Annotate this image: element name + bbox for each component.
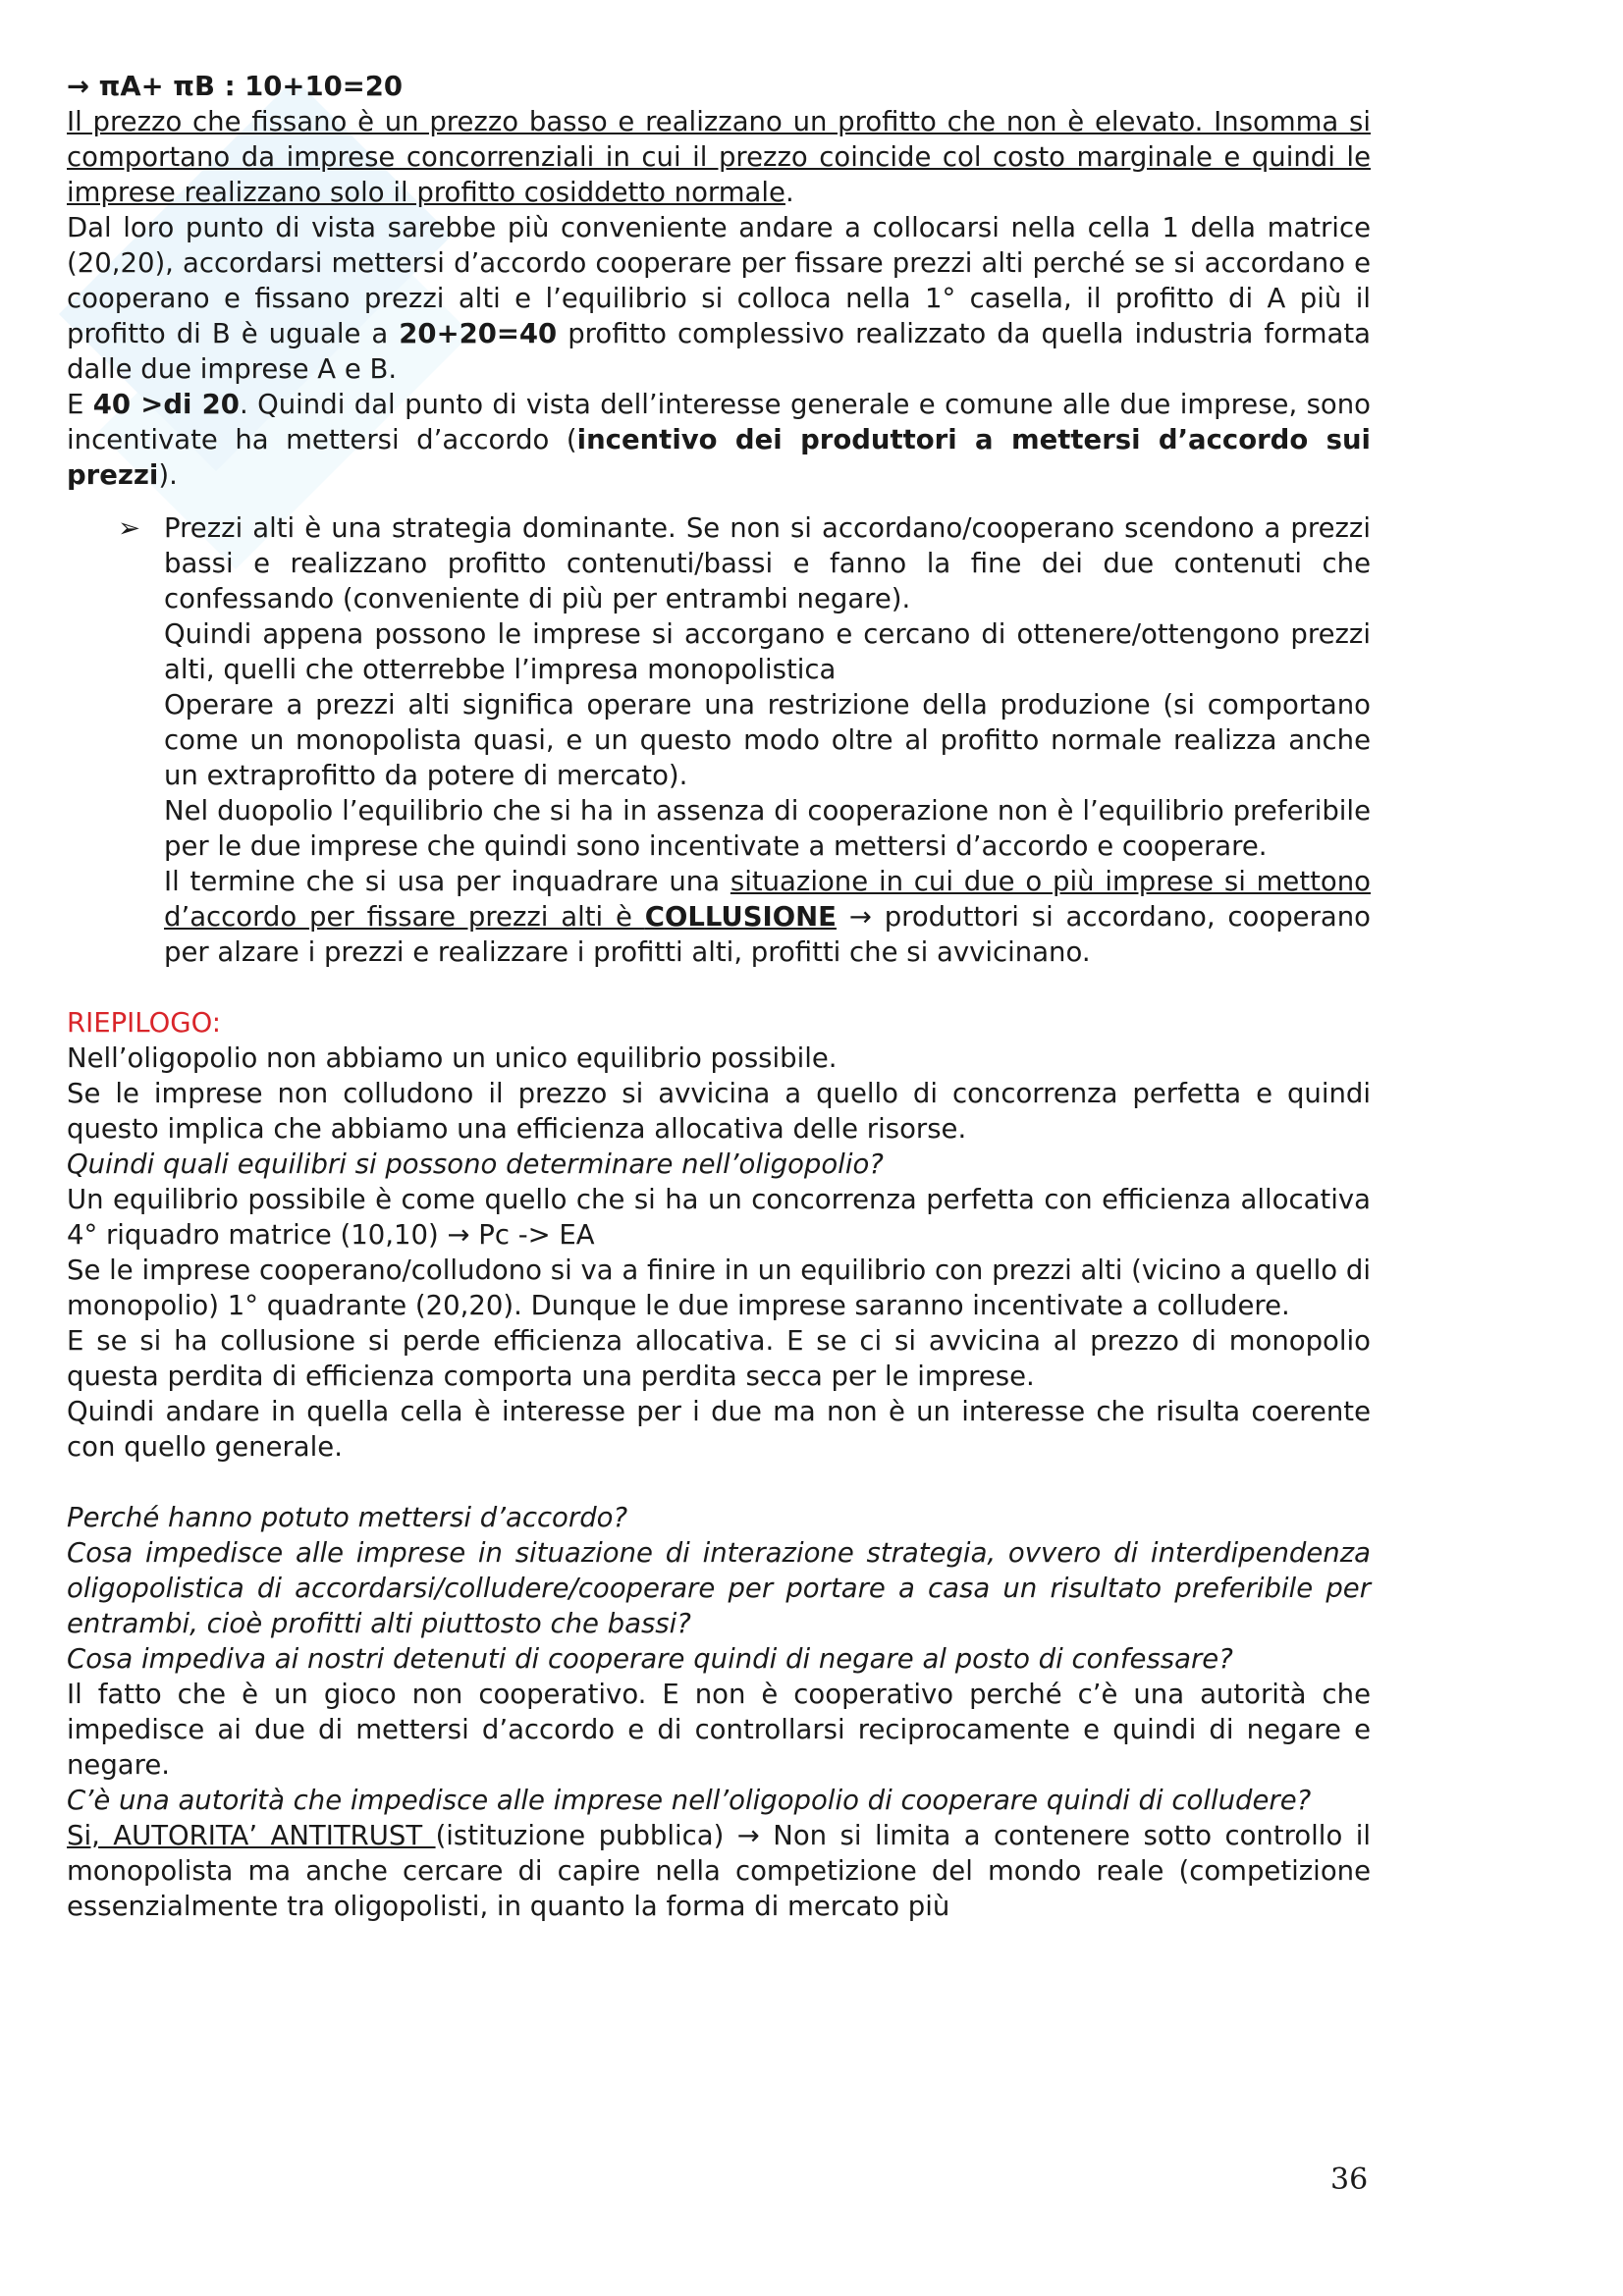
paragraph-intro: Il prezzo che fissano è un prezzo basso e realizzano un profitto che non è elevato. Insomma si comportano da imprese concorrenziali in cui il prezzo coincide col costo marginale e quindi le imprese realizzano solo il profitto cosiddetto normale. [67,106,1371,208]
summary-line-6: E se si ha collusione si perde efficienza allocativa. E se ci si avvicina al prezzo di monopolio questa perdita di efficienza comporta una perdita secca per le imprese. [67,1325,1371,1392]
paragraph-incentive: E 40 >di 20. Quindi dal punto di vista dell’interesse generale e comune alle due imprese, sono incentivate ha mettersi d’accordo (incentivo dei produttori a mettersi d’accordo sui prezzi). [67,389,1371,491]
arrow-icon: → [67,71,90,102]
document-body [67,69,1371,1924]
summary-line-1: Nell’oligopolio non abbiamo un unico equilibrio possibile. [67,1042,838,1074]
bullet-arrow-icon: ➢ [118,512,141,544]
formula-line: → πA+ πB : 10+10=20 [67,71,404,102]
bullet-paragraph-1: Prezzi alti è una strategia dominante. Se non si accordano/cooperano scendono a prezzi bassi e realizzano profitto contenuti/bassi e fanno la fine dei due contenuti che confessando (conveniente di più per entrambi negare). [164,512,1371,614]
summary-line-7: Quindi andare in quella cella è interesse per i due ma non è un interesse che risulta coerente con quello generale. [67,1396,1371,1463]
question-1: Perché hanno potuto mettersi d’accordo? [67,1502,628,1533]
summary-line-4: Un equilibrio possibile è come quello che si ha un concorrenza perfetta con efficienza allocativa 4° riquadro matrice (10,10) → Pc -> EA [67,1184,1371,1251]
bullet-paragraph-5: Il termine che si usa per inquadrare una situazione in cui due o più imprese si mettono d’accordo per fissare prezzi alti è COLLUSIONE → produttori si accordano, cooperano per alzare i prezzi e realizzare i profitti alti, profitti che si avvicinano. [164,866,1371,968]
summary-question: Quindi quali equilibri si possono determinare nell’oligopolio? [67,1148,884,1180]
summary-line-2: Se le imprese non colludono il prezzo si avvicina a quello di concorrenza perfetta e quindi questo implica che abbiamo una efficienza allocativa delle risorse. [67,1078,1371,1145]
page-number: 36 [1330,2163,1369,2197]
summary-line-5: Se le imprese cooperano/colludono si va a finire in un equilibrio con prezzi alti (vicino a quello di monopolio) 1° quadrante (20,20). Dunque le due imprese saranno incentivate a colludere. [67,1255,1371,1321]
bullet-paragraph-4: Nel duopolio l’equilibrio che si ha in assenza di cooperazione non è l’equilibrio preferibile per le due imprese che quindi sono incentivate a mettersi d’accordo e cooperare. [164,795,1371,862]
paragraph-cooperation: Dal loro punto di vista sarebbe più conveniente andare a collocarsi nella cella 1 della matrice (20,20), accordarsi mettersi d’accordo cooperare per fissare prezzi alti perché se si accordano e cooperano e fissano prezzi alti e l’equilibrio si colloca nella 1° casella, il profitto di A più il profitto di B è uguale a 20+20=40 profitto complessivo realizzato da quella industria formata dalle due imprese A e B. [67,212,1371,385]
summary-heading: RIEPILOGO: [67,1007,222,1039]
answer-2: Si, AUTORITA’ ANTITRUST (istituzione pubblica) → Non si limita a contenere sotto controllo il monopolista ma anche cercare di capire nella competizione del mondo reale (competizione essenzialmente tra oligopolisti, in quanto la forma di mercato più [67,1820,1371,1922]
bullet-paragraph-3: Operare a prezzi alti significa operare una restrizione della produzione (si comportano come un monopolista quasi, e un questo modo oltre al profitto normale realizza anche un extraprofitto da potere di mercato). [164,689,1371,791]
answer-1: Il fatto che è un gioco non cooperativo. E non è cooperativo perché c’è una autorità che impedisce ai due di mettersi d’accordo e di controllarsi reciprocamente e quindi di negare e negare. [67,1679,1371,1781]
question-4: C’è una autorità che impedisce alle imprese nell’oligopolio di cooperare quindi di colludere? [67,1785,1312,1816]
question-2: Cosa impedisce alle imprese in situazione di interazione strategia, ovvero di interdipendenza oligopolistica di accordarsi/colludere/cooperare per portare a casa un risultato preferibile per entrambi, cioè profitti alti piuttosto che bassi? [67,1537,1371,1639]
bullet-paragraph-2: Quindi appena possono le imprese si accorgano e cercano di ottenere/ottengono prezzi alti, quelli che otterrebbe l’impresa monopolistica [164,618,1371,685]
bullet-list-item [67,510,1371,970]
question-3: Cosa impediva ai nostri detenuti di cooperare quindi di negare al posto di confessare? [67,1643,1233,1675]
